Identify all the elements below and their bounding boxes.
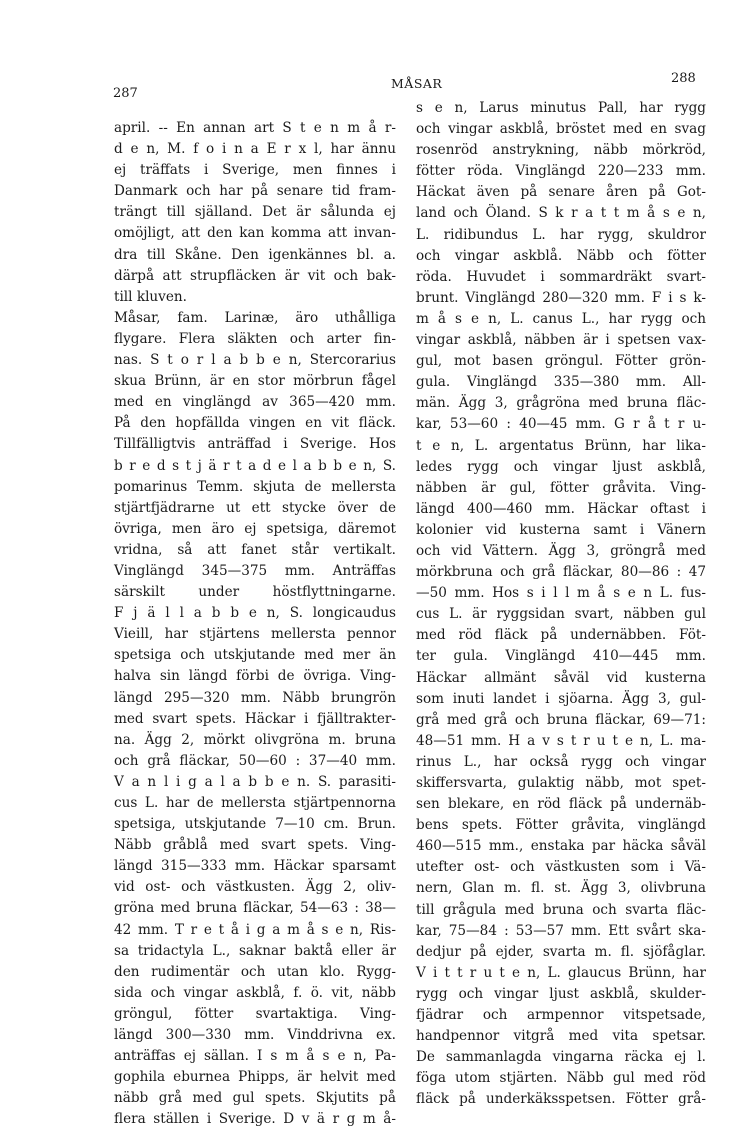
text-line: gophila eburnea Phipps, är helvit med <box>114 1069 396 1086</box>
text-line: utefter ost- och västkusten som i Vä- <box>416 859 706 876</box>
text-line: längd 315—333 mm. Häckar sparsamt <box>114 858 396 875</box>
running-head: MÅSAR <box>391 76 443 91</box>
text-line: särskilt under höstflyttningarne. <box>114 584 396 601</box>
text-line: De sammanlagda vingarna räcka ej l. <box>416 1049 706 1066</box>
text-line: handpennor vitgrå med vita spetsar. <box>416 1028 706 1045</box>
text-line: Häckat även på senare åren på Got- <box>416 184 706 201</box>
text-line: med röd fläck på undernäbben. Föt- <box>416 627 706 644</box>
text-line: —50 mm. Hos s i l l m å s e n L. fus- <box>416 585 706 602</box>
page-number-right: 288 <box>671 71 696 86</box>
text-line: fläck på underkäksspetsen. Fötter grå- <box>416 1091 706 1108</box>
text-line: till grågula med bruna och svarta fläc- <box>416 901 706 918</box>
text-line: t e n, L. argentatus Brünn, har lika- <box>416 437 706 454</box>
text-line: övriga, men äro ej spetsiga, däremot <box>114 520 396 537</box>
text-line: m å s e n, L. canus L., har rygg och <box>416 310 706 327</box>
text-line: röda. Huvudet i sommardräkt svart- <box>416 268 706 285</box>
text-line: V i t t r u t e n, L. glaucus Brünn, har <box>416 964 706 981</box>
text-line: näbb grå med gul spets. Skjutits på <box>114 1090 396 1107</box>
text-line: nas. S t o r l a b b e n, Stercorarius <box>114 352 396 369</box>
text-line: längd 300—330 mm. Vinddrivna ex. <box>114 1027 396 1044</box>
text-line: längd 400—460 mm. Häckar oftast i <box>416 500 706 517</box>
text-line: vid ost- och västkusten. Ägg 2, oliv- <box>114 879 396 896</box>
text-line: Vieill, har stjärtens mellersta pennor <box>114 626 396 643</box>
text-line: På den hopfällda vingen en vit fläck. <box>114 415 396 432</box>
text-line: spetsiga, utskjutande 7—10 cm. Brun. <box>114 816 396 833</box>
text-line: 42 mm. T r e t å i g a m å s e n, Ris- <box>114 921 396 938</box>
text-line: flygare. Flera släkten och arter fin- <box>114 330 396 347</box>
text-line: sida och vingar askblå, f. ö. vit, näbb <box>114 984 396 1001</box>
text-line: land och Öland. S k r a t t m å s e n, <box>416 205 706 222</box>
text-line: Måsar, fam. Larinæ, äro uthålliga <box>114 309 396 326</box>
text-line: trängt till själland. Det är sålunda ej <box>114 204 396 221</box>
text-line: stjärtfjädrarne ut ett stycke över de <box>114 499 396 516</box>
text-line: dedjur på ejder, svarta m. fl. sjöfåglar. <box>416 943 706 960</box>
text-line: som inuti landet i sjöarna. Ägg 3, gul- <box>416 690 706 707</box>
text-line: kolonier vid kusterna samt i Vänern <box>416 521 706 538</box>
text-line: till kluven. <box>114 288 187 305</box>
text-line: Tillfälligtvis anträffad i Sverige. Hos <box>114 436 396 453</box>
text-line: rygg och vingar ljust askblå, skulder- <box>416 985 706 1002</box>
text-line: Häckar allmänt såväl vid kusterna <box>416 669 706 686</box>
text-line: s e n, Larus minutus Pall, har rygg <box>416 100 706 116</box>
text-line: Danmark och har på senare tid fram- <box>114 183 396 200</box>
text-line: d e n, M. f o i n a E r x l, har ännu <box>114 141 396 158</box>
text-line: och vingar askblå, bröstet med en svag <box>416 121 706 138</box>
text-line: kar, 53—60 : 40—45 mm. G r å t r u- <box>416 416 706 433</box>
text-line: flera ställen i Sverige. D v ä r g m å- <box>114 1111 396 1128</box>
text-line: därpå att strupfläcken är vit och bak- <box>114 267 396 284</box>
text-line: ter gula. Vinglängd 410—445 mm. <box>416 648 706 665</box>
text-line: cus L. har de mellersta stjärtpennorna <box>114 795 396 811</box>
text-line: bens spets. Fötter gråvita, vinglängd <box>416 817 706 834</box>
text-line: vingar askblå, näbben är i spetsen vax- <box>416 332 706 349</box>
text-column-left <box>114 118 396 1131</box>
text-line: na. Ägg 2, mörkt olivgröna m. bruna <box>114 731 396 748</box>
text-line: fötter röda. Vinglängd 220—233 mm. <box>416 163 706 180</box>
text-line: gula. Vinglängd 335—380 mm. All- <box>416 374 706 391</box>
text-line: gul, mot basen gröngul. Fötter grön- <box>416 353 706 370</box>
text-line: och grå fläckar, 50—60 : 37—40 mm. <box>114 752 396 769</box>
text-line: med en vinglängd av 365—420 mm. <box>114 394 396 411</box>
text-line: rosenröd anstrykning, näbb mörkröd, <box>416 142 706 159</box>
text-line: rinus L., har också rygg och vingar <box>416 753 706 770</box>
text-line: och vingar askblå. Näbb och fötter <box>416 247 706 264</box>
text-line: V a n l i g a l a b b e n. S. parasiti- <box>114 773 396 790</box>
text-line: halva sin längd förbi de övriga. Ving- <box>114 668 396 685</box>
text-line: ej träffats i Sverige, men finnes i <box>114 162 396 179</box>
text-line: skua Brünn, är en stor mörbrun fågel <box>114 373 396 390</box>
page-number-left: 287 <box>113 86 138 101</box>
text-line: dra till Skåne. Den igenkännes bl. a. <box>114 246 396 263</box>
text-line: den rudimentär och utan klo. Rygg- <box>114 963 396 980</box>
text-line: spetsiga och utskjutande med mer än <box>114 647 396 664</box>
text-line: april. -- En annan art S t e n m å r- <box>114 120 396 136</box>
text-line: Vinglängd 345—375 mm. Anträffas <box>114 562 396 579</box>
text-line: omöjligt, att den kan komma att invan- <box>114 225 396 242</box>
text-column-right <box>416 98 706 1111</box>
text-line: fjädrar och armpennor vitspetsade, <box>416 1007 706 1024</box>
text-line: gröna med bruna fläckar, 54—63 : 38— <box>114 900 396 917</box>
text-line: skiffersvarta, gulaktig näbb, mot spet- <box>416 775 706 791</box>
text-line: L. ridibundus L. har rygg, skuldror <box>416 226 706 243</box>
text-line: sa tridactyla L., saknar baktå eller är <box>114 942 396 959</box>
text-line: nern, Glan m. fl. st. Ägg 3, olivbruna <box>416 880 706 897</box>
text-line: vridna, så att fanet står vertikalt. <box>114 541 396 558</box>
text-line: b r e d s t j ä r t a d e l a b b e n, S. <box>114 457 396 474</box>
text-line: sen blekare, en röd fläck på undernäb- <box>416 796 706 813</box>
text-line: längd 295—320 mm. Näbb brungrön <box>114 689 396 706</box>
text-line: Näbb gråblå med svart spets. Ving- <box>114 837 396 854</box>
text-line: föga utom stjärten. Näbb gul med röd <box>416 1070 706 1087</box>
text-line: män. Ägg 3, grågröna med bruna fläc- <box>416 395 706 412</box>
text-line: och vid Vättern. Ägg 3, gröngrå med <box>416 542 706 559</box>
text-line: gröngul, fötter svartaktiga. Ving- <box>114 1005 396 1022</box>
text-line: pomarinus Temm. skjuta de mellersta <box>114 478 396 495</box>
text-line: ledes rygg och vingar ljust askblå, <box>416 458 706 475</box>
text-line: grå med grå och bruna fläckar, 69—71: <box>416 711 706 728</box>
text-line: F j ä l l a b b e n, S. longicaudus <box>114 605 396 622</box>
text-line: 460—515 mm., enstaka par häcka såväl <box>416 838 706 855</box>
text-line: anträffas ej sällan. I s m å s e n, Pa- <box>114 1048 396 1065</box>
text-line: med svart spets. Häckar i fjälltrakter- <box>114 710 396 727</box>
text-line: brunt. Vinglängd 280—320 mm. F i s k- <box>416 289 706 306</box>
text-line: 48—51 mm. H a v s t r u t e n, L. ma- <box>416 732 706 749</box>
text-line: mörkbruna och grå fläckar, 80—86 : 47 <box>416 564 706 581</box>
text-line: kar, 75—84 : 53—57 mm. Ett svårt ska- <box>416 922 706 939</box>
text-line: cus L. är ryggsidan svart, näbben gul <box>416 606 706 623</box>
text-line: näbben är gul, fötter gråvita. Ving- <box>416 479 706 496</box>
